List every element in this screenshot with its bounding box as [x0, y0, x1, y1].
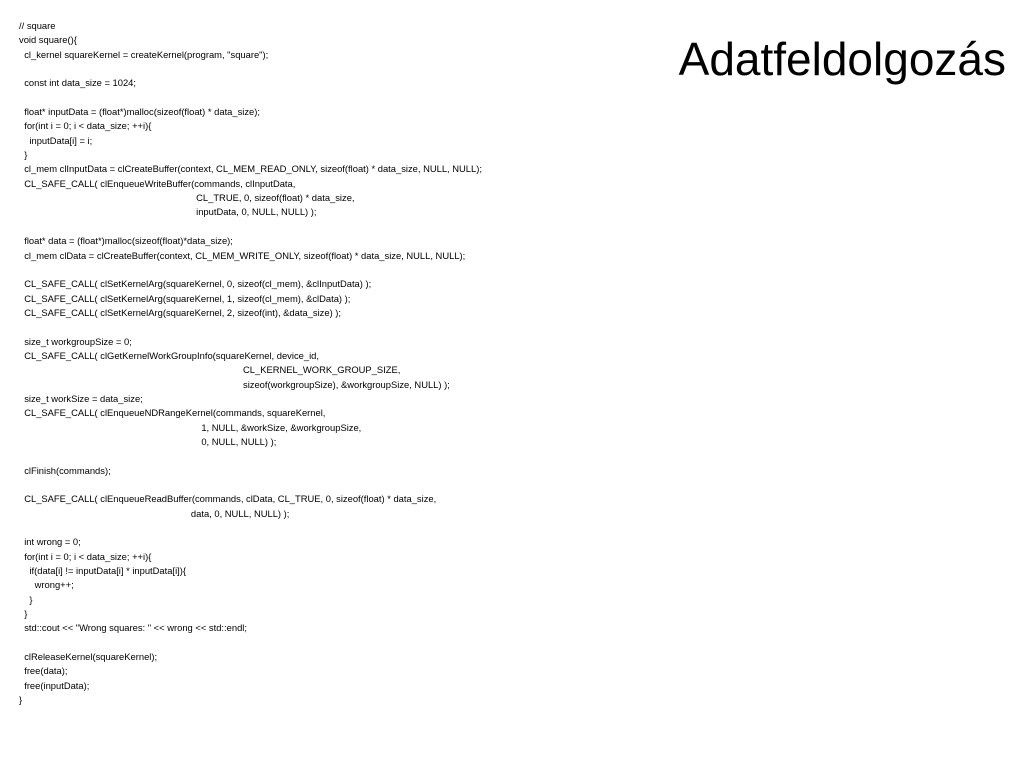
code-line: } [19, 608, 28, 620]
code-line: cl_mem clInputData = clCreateBuffer(context, CL_MEM_READ_ONLY, sizeof(float) * data_size, NULL, NULL); [19, 163, 482, 175]
code-line [19, 62, 482, 76]
code-line: void square(){ [19, 34, 77, 46]
code-line [19, 636, 482, 650]
code-line: wrong++; [19, 579, 74, 591]
code-line: CL_SAFE_CALL( clSetKernelArg(squareKernel, 1, sizeof(cl_mem), &clData) ); [19, 292, 351, 304]
code-line: CL_SAFE_CALL( clEnqueueWriteBuffer(commands, clInputData, [19, 177, 296, 189]
code-line: for(int i = 0; i < data_size; ++i){ [19, 120, 152, 132]
slide-title: Adatfeldolgozás [678, 33, 1006, 85]
code-line: CL_SAFE_CALL( clSetKernelArg(squareKernel, 2, sizeof(int), &data_size) ); [19, 306, 342, 318]
code-line: float* data = (float*)malloc(sizeof(float)*data_size); [19, 235, 233, 247]
code-line [19, 521, 482, 535]
code-line: std::cout << "Wrong squares: " << wrong << std::endl; [19, 622, 247, 634]
code-line: const int data_size = 1024; [19, 77, 137, 89]
code-line: free(inputData); [19, 679, 90, 691]
code-line [19, 263, 482, 277]
code-line [19, 91, 482, 105]
code-line: CL_SAFE_CALL( clGetKernelWorkGroupInfo(squareKernel, device_id, [19, 349, 319, 361]
code-line: CL_SAFE_CALL( clSetKernelArg(squareKernel, 0, sizeof(cl_mem), &clInputData) ); [19, 278, 372, 290]
code-line: data, 0, NULL, NULL) ); [19, 507, 290, 519]
code-line [19, 220, 482, 234]
code-line: CL_SAFE_CALL( clEnqueueNDRangeKernel(commands, squareKernel, [19, 407, 326, 419]
code-line: inputData, 0, NULL, NULL) ); [19, 206, 317, 218]
code-line: clFinish(commands); [19, 464, 111, 476]
code-line: sizeof(workgroupSize), &workgroupSize, NULL) ); [19, 378, 450, 390]
code-line: int wrong = 0; [19, 536, 81, 548]
code-line: // square [19, 20, 56, 31]
code-line [19, 478, 482, 492]
code-line: if(data[i] != inputData[i] * inputData[i]){ [19, 565, 187, 577]
code-line: CL_TRUE, 0, sizeof(float) * data_size, [19, 192, 355, 204]
code-line: float* inputData = (float*)malloc(sizeof(float) * data_size); [19, 106, 260, 118]
code-line [19, 320, 482, 334]
code-line: cl_kernel squareKernel = createKernel(program, "square"); [19, 48, 269, 60]
code-line: size_t workgroupSize = 0; [19, 335, 132, 347]
code-line: 1, NULL, &workSize, &workgroupSize, [19, 421, 362, 433]
code-line: clReleaseKernel(squareKernel); [19, 651, 158, 663]
code-line: size_t workSize = data_size; [19, 392, 143, 404]
code-line: } [19, 149, 28, 161]
code-line: CL_KERNEL_WORK_GROUP_SIZE, [19, 364, 401, 376]
code-line: inputData[i] = i; [19, 134, 93, 146]
code-line [19, 449, 482, 463]
code-line: } [19, 694, 23, 706]
code-line: free(data); [19, 665, 68, 677]
code-block [19, 19, 482, 708]
code-line: for(int i = 0; i < data_size; ++i){ [19, 550, 152, 562]
code-line: } [19, 593, 33, 605]
code-line: CL_SAFE_CALL( clEnqueueReadBuffer(commands, clData, CL_TRUE, 0, sizeof(float) * data_size, [19, 493, 437, 505]
code-line: cl_mem clData = clCreateBuffer(context, CL_MEM_WRITE_ONLY, sizeof(float) * data_size, NULL, NULL); [19, 249, 466, 261]
code-line: 0, NULL, NULL) ); [19, 435, 277, 447]
